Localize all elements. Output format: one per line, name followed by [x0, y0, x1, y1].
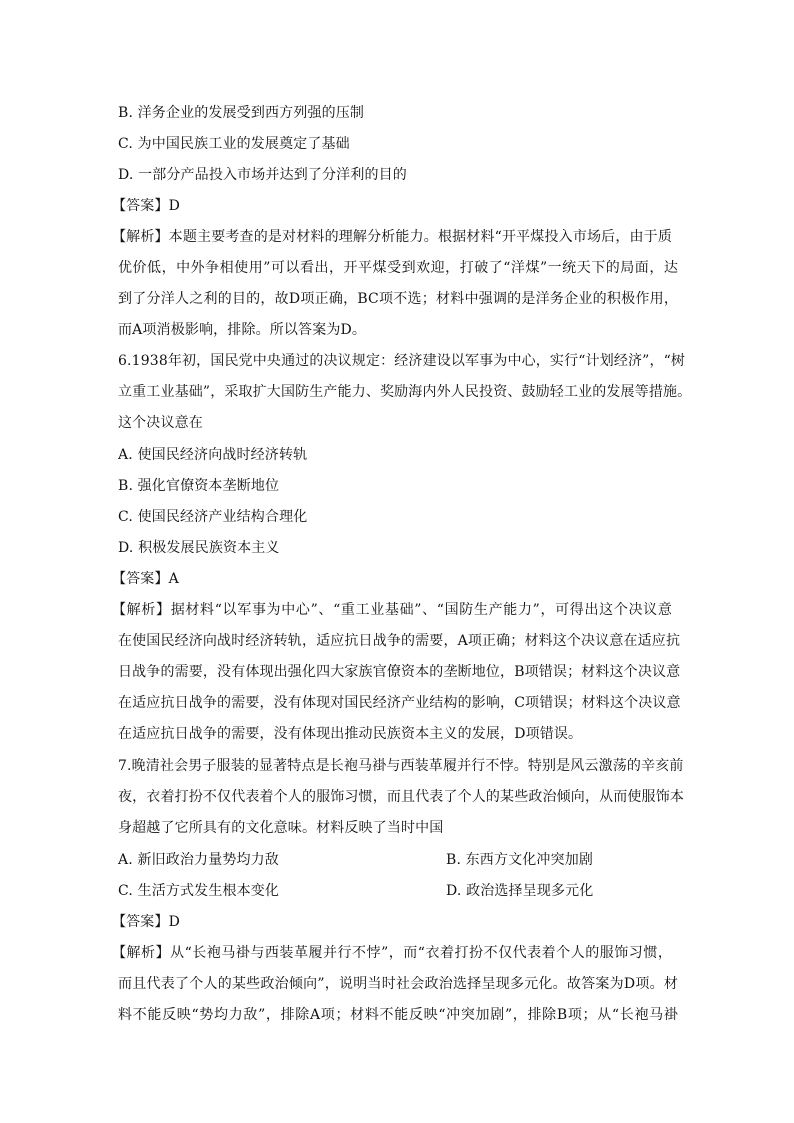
- q7-option-a: A. 新旧政治力量势均力敌: [118, 852, 279, 868]
- q7-stem-line: 身超越了它所具有的文化意味。材料反映了当时中国: [118, 820, 444, 836]
- q5-analysis-line: 而A项消极影响，排除。所以答案为D。: [118, 322, 367, 338]
- q6-analysis-line: 【解析】据材料“以军事为中心”、“重工业基础”、“国防生产能力”，可得出这个决议意: [112, 602, 672, 618]
- q6-option-b: B. 强化官僚资本垄断地位: [118, 478, 280, 494]
- q5-option-d: D. 一部分产品投入市场并达到了分洋利的目的: [118, 167, 407, 183]
- q7-option-b: B. 东西方文化冲突加剧: [446, 852, 593, 868]
- q7-analysis-line: 料不能反映“势均力敌”，排除A项；材料不能反映“冲突加剧”，排除B项；从“长袍马褂: [118, 1007, 678, 1023]
- q6-option-a: A. 使国民经济向战时经济转轨: [118, 447, 308, 463]
- q6-option-c: C. 使国民经济产业结构合理化: [118, 509, 308, 525]
- q7-analysis-line: 【解析】从“长袍马褂与西装革履并行不悖”，而“衣着打扮不仅代表着个人的服饰习惯，: [112, 945, 672, 961]
- q5-analysis-line: 【解析】本题主要考查的是对材料的理解分析能力。根据材料“开平煤投入市场后，由于质: [112, 229, 672, 245]
- q7-stem-line: 7.晚清社会男子服装的显著特点是长袍马褂与西装革履并行不悖。特别是风云激荡的辛亥前: [118, 758, 684, 774]
- q7-stem-line: 夜，衣着打扮不仅代表着个人的服饰习惯，而且代表了个人的某些政治倾向，从而使服饰本: [118, 789, 684, 805]
- q6-stem-line: 6.1938年初，国民党中央通过的决议规定：经济建设以军事为中心，实行“计划经济”，“树: [118, 353, 686, 369]
- q5-analysis-line: 到了分洋人之利的目的，故D项正确，BC项不选；材料中强调的是洋务企业的积极作用，: [118, 291, 678, 307]
- q5-option-b: B. 洋务企业的发展受到西方列强的压制: [118, 105, 365, 121]
- q6-answer: 【答案】A: [112, 571, 179, 587]
- q5-option-c: C. 为中国民族工业的发展奠定了基础: [118, 136, 350, 152]
- q7-analysis-line: 而且代表了个人的某些政治倾向”，说明当时社会政治选择呈现多元化。故答案为D项。材: [118, 976, 678, 992]
- q5-analysis-line: 优价低，中外争相使用”可以看出，开平煤受到欢迎，打破了“洋煤”一统天下的局面，达: [118, 260, 678, 276]
- q6-option-d: D. 积极发展民族资本主义: [118, 540, 280, 556]
- q7-answer: 【答案】D: [112, 914, 180, 930]
- q7-option-c: C. 生活方式发生根本变化: [118, 883, 280, 899]
- q7-option-d: D. 政治选择呈现多元化: [446, 883, 594, 899]
- q6-analysis-line: 在适应抗日战争的需要，没有体现出推动民族资本主义的发展，D项错误。: [118, 726, 583, 742]
- q5-answer: 【答案】D: [112, 198, 180, 214]
- q6-analysis-line: 日战争的需要，没有体现出强化四大家族官僚资本的垄断地位，B项错误；材料这个决议意: [118, 664, 681, 680]
- q6-stem-line: 立重工业基础”，采取扩大国防生产能力、奖励海内外人民投资、鼓励轻工业的发展等措施。: [118, 384, 692, 400]
- q6-analysis-line: 在使国民经济向战时经济转轨，适应抗日战争的需要，A项正确；材料这个决议意在适应抗: [118, 633, 681, 649]
- q6-stem-line: 这个决议意在: [118, 415, 203, 431]
- q6-analysis-line: 在适应抗日战争的需要，没有体现对国民经济产业结构的影响，C项错误；材料这个决议意: [118, 695, 681, 711]
